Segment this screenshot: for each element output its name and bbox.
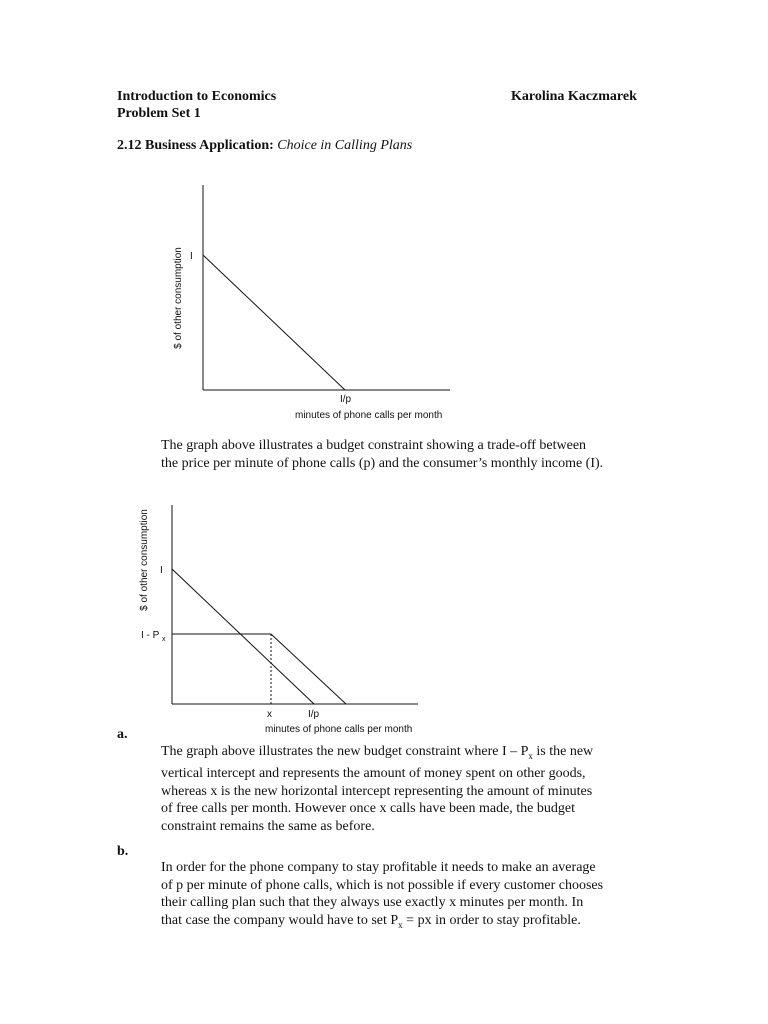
x-label: x <box>267 709 272 720</box>
section-heading <box>117 138 412 154</box>
part-a-text <box>161 743 593 835</box>
y-axis-label: $ of other consumption <box>173 247 184 349</box>
part-b-line: of p per minute of phone calls, which is not possible if every customer chooses <box>161 877 604 893</box>
course-title: Introduction to Economics <box>117 89 277 104</box>
part-b-line: In order for the phone company to stay profitable it needs to make an average <box>161 860 596 875</box>
y-axis-label: $ of other consumption <box>139 509 150 611</box>
part-a-line: The graph above illustrates the new budget constraint where I – $P_x$ is the new <box>161 744 594 761</box>
original-budget-line <box>172 569 314 704</box>
part-a-line: of free calls per month. However once x calls have been made, the budget <box>161 801 575 817</box>
problem-set-title: Problem Set 1 <box>117 106 201 121</box>
paragraph-1-line: The graph above illustrates a budget constraint showing a trade-off between <box>161 438 587 453</box>
budget-line <box>203 255 345 390</box>
part-b-label: b. <box>117 844 129 859</box>
new-sloped-segment <box>271 634 346 704</box>
y-intercept-label: I <box>160 565 163 576</box>
y-intercept-label: I <box>190 251 193 262</box>
x-axis-label: minutes of phone calls per month <box>265 724 413 735</box>
part-a-label: a. <box>117 727 128 742</box>
section-number-title: 2.12 Business Application: <box>117 138 274 153</box>
author-name: Karolina Kaczmarek <box>511 89 637 104</box>
new-intercept-label: I - P $_x$ <box>141 630 166 643</box>
x-axis-label: minutes of phone calls per month <box>295 410 443 421</box>
part-a-line: vertical intercept and represents the amount of money spent on other goods, <box>161 766 586 782</box>
part-b-line: that case the company would have to set $P_x$ = px in order to stay profitable. <box>161 912 581 930</box>
part-b-text <box>161 859 603 934</box>
x-intercept-label: I/p <box>308 709 320 720</box>
budget-constraint-figure-2 <box>128 500 428 740</box>
part-b-line: their calling plan such that they always use exactly x minutes per month. In <box>161 895 584 910</box>
part-a-line: constraint remains the same as before. <box>161 818 375 834</box>
paragraph-1-line: the price per minute of phone calls (p) and the consumer’s monthly income (I). <box>161 455 604 471</box>
budget-constraint-figure-1 <box>160 180 460 425</box>
part-a-line: whereas x is the new horizontal intercept representing the amount of minutes <box>161 783 593 799</box>
section-subtitle: Choice in Calling Plans <box>277 138 413 153</box>
x-intercept-label: I/p <box>340 394 352 405</box>
paragraph-1 <box>161 437 603 472</box>
